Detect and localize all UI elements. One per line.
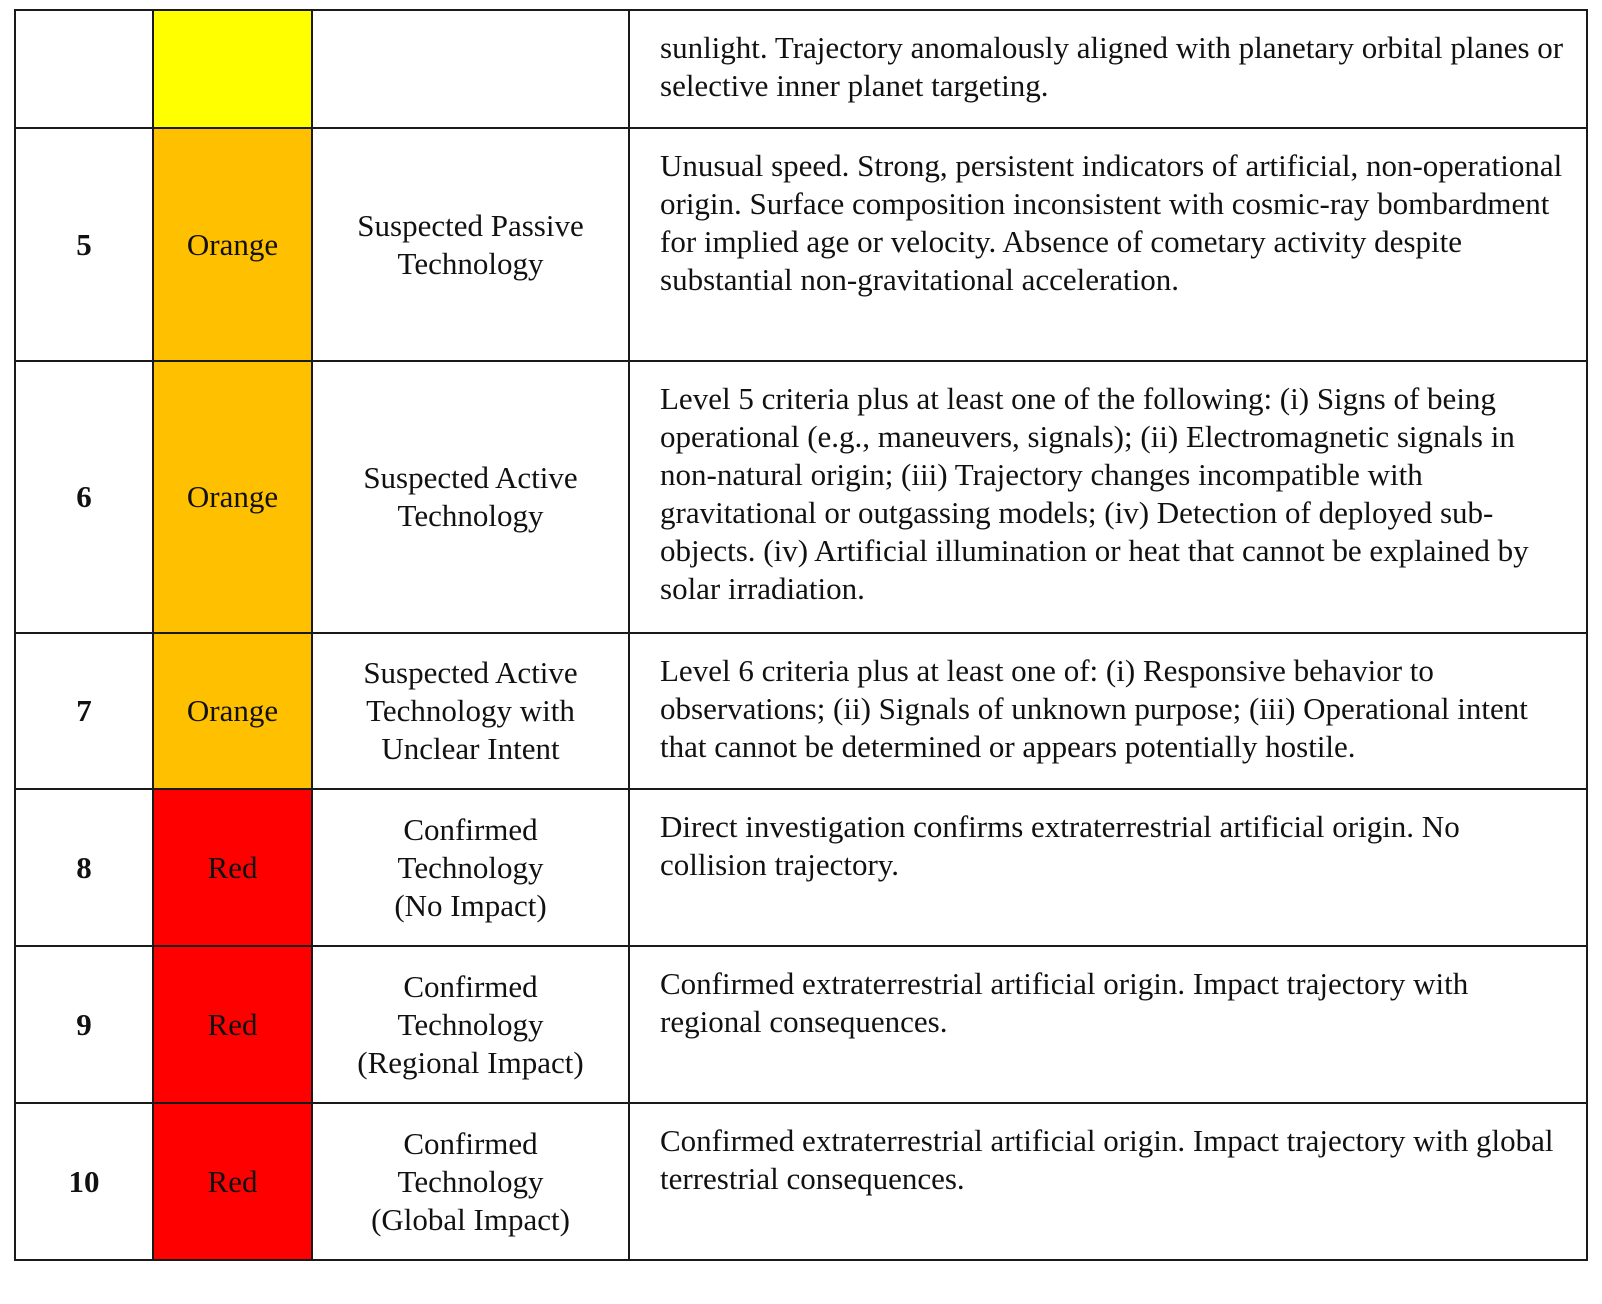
color-label: Orange <box>186 693 279 728</box>
table-row <box>15 1103 1587 1260</box>
level-cell: 6 <box>15 361 153 633</box>
description-cell: Confirmed extraterrestrial artificial origin. Impact trajectory with regional consequences. <box>629 946 1587 1103</box>
name-cell <box>312 10 629 128</box>
name-line: Confirmed <box>403 1125 538 1161</box>
name-cell <box>312 633 629 789</box>
name-line: Technology <box>397 1163 544 1199</box>
name-cell <box>312 946 629 1103</box>
color-cell <box>153 1103 312 1260</box>
level-cell: 7 <box>15 633 153 789</box>
color-cell <box>153 789 312 946</box>
description-cell: Confirmed extraterrestrial artificial origin. Impact trajectory with global terrestrial consequences. <box>629 1103 1587 1260</box>
name-line: (No Impact) <box>394 887 547 923</box>
color-label: Red <box>207 1006 258 1042</box>
description-cell: Unusual speed. Strong, persistent indicators of artificial, non-operational origin. Surface composition inconsistent with cosmic-ray bombardment for implied age or velocity. Absence of cometary activity despite substantial non-gravitational acceleration. <box>629 128 1587 361</box>
description-cell: Level 5 criteria plus at least one of the following: (i) Signs of being operational (e.g., maneuvers, signals); (ii) Electromagnetic signals in non-natural origin; (iii) Trajectory changes incompatible with gravitational or outgassing models; (iv) Detection of deployed sub-objects. (iv) Artificial illumination or heat that cannot be explained by solar irradiation. <box>629 361 1587 633</box>
level-cell: 8 <box>15 789 153 946</box>
name-cell <box>312 789 629 946</box>
name-line: Technology <box>397 245 544 281</box>
name-line: (Global Impact) <box>371 1201 570 1237</box>
name-line: Suspected Active <box>363 460 578 495</box>
description-cell: Direct investigation confirms extraterrestrial artificial origin. No collision trajectory. <box>629 789 1587 946</box>
name-line: Suspected Passive <box>357 207 584 243</box>
color-label: Red <box>207 849 258 885</box>
table-row <box>15 633 1587 789</box>
name-line: Confirmed <box>403 811 538 847</box>
threat-level-table <box>14 9 1588 1261</box>
table-row <box>15 789 1587 946</box>
color-cell <box>153 633 312 789</box>
name-line: Technology with <box>366 693 575 728</box>
name-line: (Regional Impact) <box>357 1044 584 1080</box>
color-cell <box>153 10 312 128</box>
name-cell <box>312 128 629 361</box>
color-label: Red <box>207 1163 258 1199</box>
name-line: Technology <box>397 1006 544 1042</box>
name-line: Unclear Intent <box>381 731 560 766</box>
table-row <box>15 946 1587 1103</box>
level-cell: 10 <box>15 1103 153 1260</box>
name-line: Technology <box>397 498 544 533</box>
table-row <box>15 361 1587 633</box>
name-line: Confirmed <box>403 968 538 1004</box>
name-line: Suspected Active <box>363 655 578 690</box>
table-row <box>15 10 1587 128</box>
name-line: Technology <box>397 849 544 885</box>
name-cell <box>312 1103 629 1260</box>
level-cell: 9 <box>15 946 153 1103</box>
table-row <box>15 128 1587 361</box>
color-cell <box>153 128 312 361</box>
color-label: Orange <box>186 479 279 514</box>
level-cell: 5 <box>15 128 153 361</box>
description-cell: sunlight. Trajectory anomalously aligned with planetary orbital planes or selective inner planet targeting. <box>629 10 1587 128</box>
color-label: Orange <box>186 226 279 262</box>
description-cell: Level 6 criteria plus at least one of: (i) Responsive behavior to observations; (ii) Signals of unknown purpose; (iii) Operational intent that cannot be determined or appears potentially hostile. <box>629 633 1587 789</box>
level-cell <box>15 10 153 128</box>
color-cell <box>153 946 312 1103</box>
name-cell <box>312 361 629 633</box>
color-cell <box>153 361 312 633</box>
